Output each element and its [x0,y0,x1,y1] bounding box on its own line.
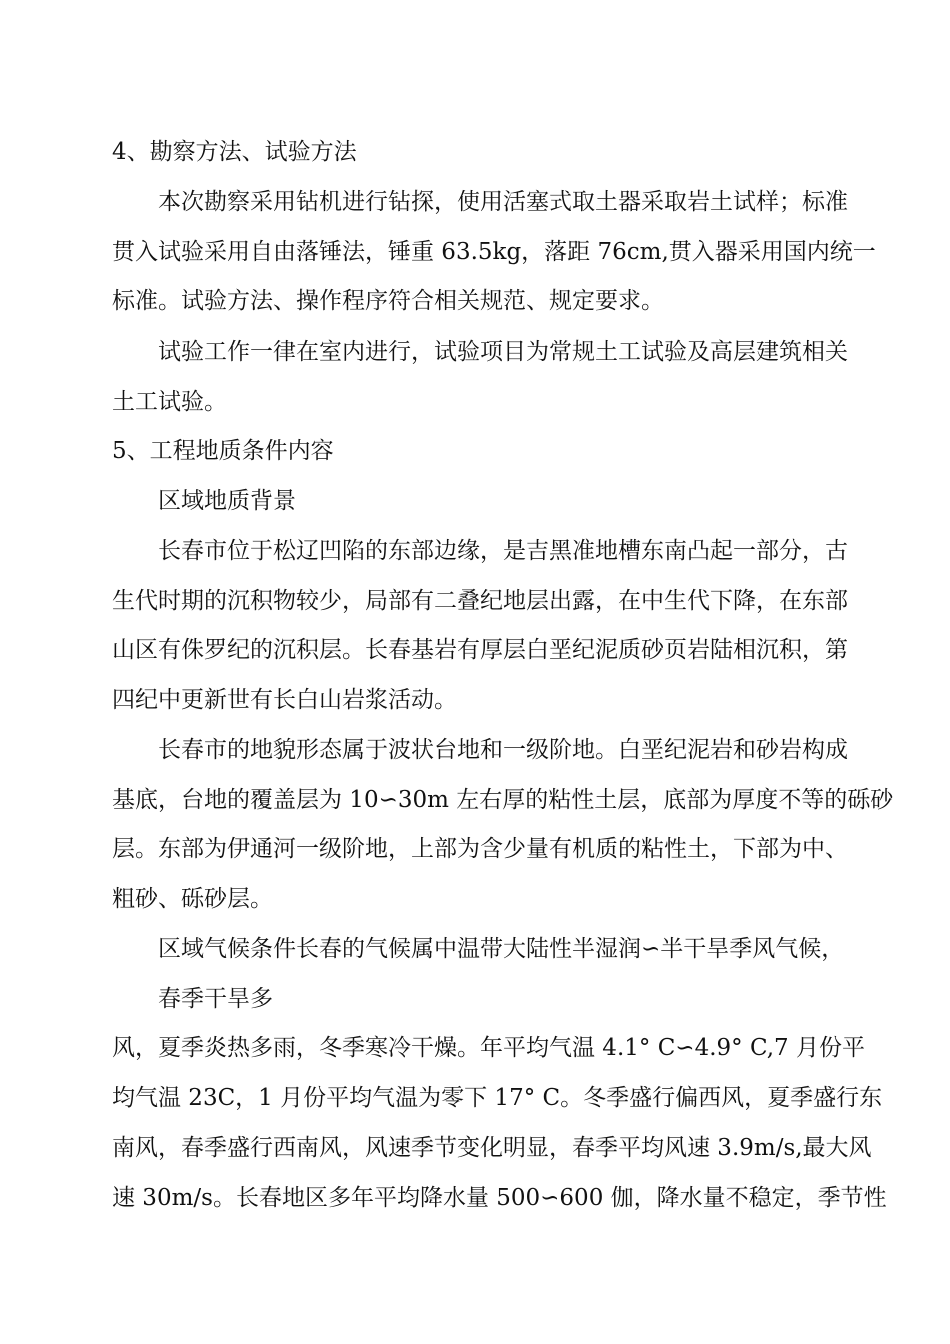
paragraph-line: 南风，春季盛行西南风，风速季节变化明显，春季平均风速 3.9m/s,最大风 [112,1135,872,1161]
paragraph-line: 长春市的地貌形态属于波状台地和一级阶地。白垩纪泥岩和砂岩构成 [158,737,848,763]
paragraph-line: 粗砂、砾砂层。 [112,886,273,912]
paragraph-line: 速 30m/s。长春地区多年平均降水量 500∽600 伽，降水量不稳定，季节性 [112,1185,887,1211]
paragraph-line: 生代时期的沉积物较少，局部有二叠纪地层出露，在中生代下降，在东部 [112,588,848,614]
paragraph-line: 春季干旱多 [158,986,273,1012]
subheading: 区域地质背景 [158,488,296,514]
paragraph-line: 标准。试验方法、操作程序符合相关规范、规定要求。 [112,288,664,314]
paragraph-line: 长春市位于松辽凹陷的东部边缘，是吉黑准地槽东南凸起一部分，古 [158,538,848,564]
paragraph-line: 基底，台地的覆盖层为 10∽30m 左右厚的粘性土层，底部为厚度不等的砾砂 [112,787,894,813]
paragraph-line: 土工试验。 [112,389,227,415]
paragraph-line: 贯入试验采用自由落锤法，锤重 63.5kg，落距 76cm,贯入器采用国内统一 [112,239,876,265]
paragraph-line: 均气温 23C，1 月份平均气温为零下 17° C。冬季盛行偏西风，夏季盛行东 [112,1085,883,1111]
paragraph-line: 本次勘察采用钻机进行钻探，使用活塞式取土器采取岩土试样；标准 [158,189,848,215]
paragraph-line: 区域气候条件长春的气候属中温带大陆性半湿润∽半干旱季风气候， [158,936,845,962]
section-heading-5: 5、工程地质条件内容 [112,438,334,464]
section-heading-4: 4、勘察方法、试验方法 [112,139,357,165]
paragraph-line: 层。东部为伊通河一级阶地，上部为含少量有机质的粘性土，下部为中、 [112,836,848,862]
paragraph-line: 试验工作一律在室内进行，试验项目为常规土工试验及高层建筑相关 [158,339,848,365]
paragraph-line: 四纪中更新世有长白山岩浆活动。 [112,687,457,713]
paragraph-line: 风，夏季炎热多雨，冬季寒冷干燥。年平均气温 4.1° C∽4.9° C,7 月份平 [112,1035,865,1061]
paragraph-line: 山区有侏罗纪的沉积层。长春基岩有厚层白垩纪泥质砂页岩陆相沉积，第 [112,637,848,663]
